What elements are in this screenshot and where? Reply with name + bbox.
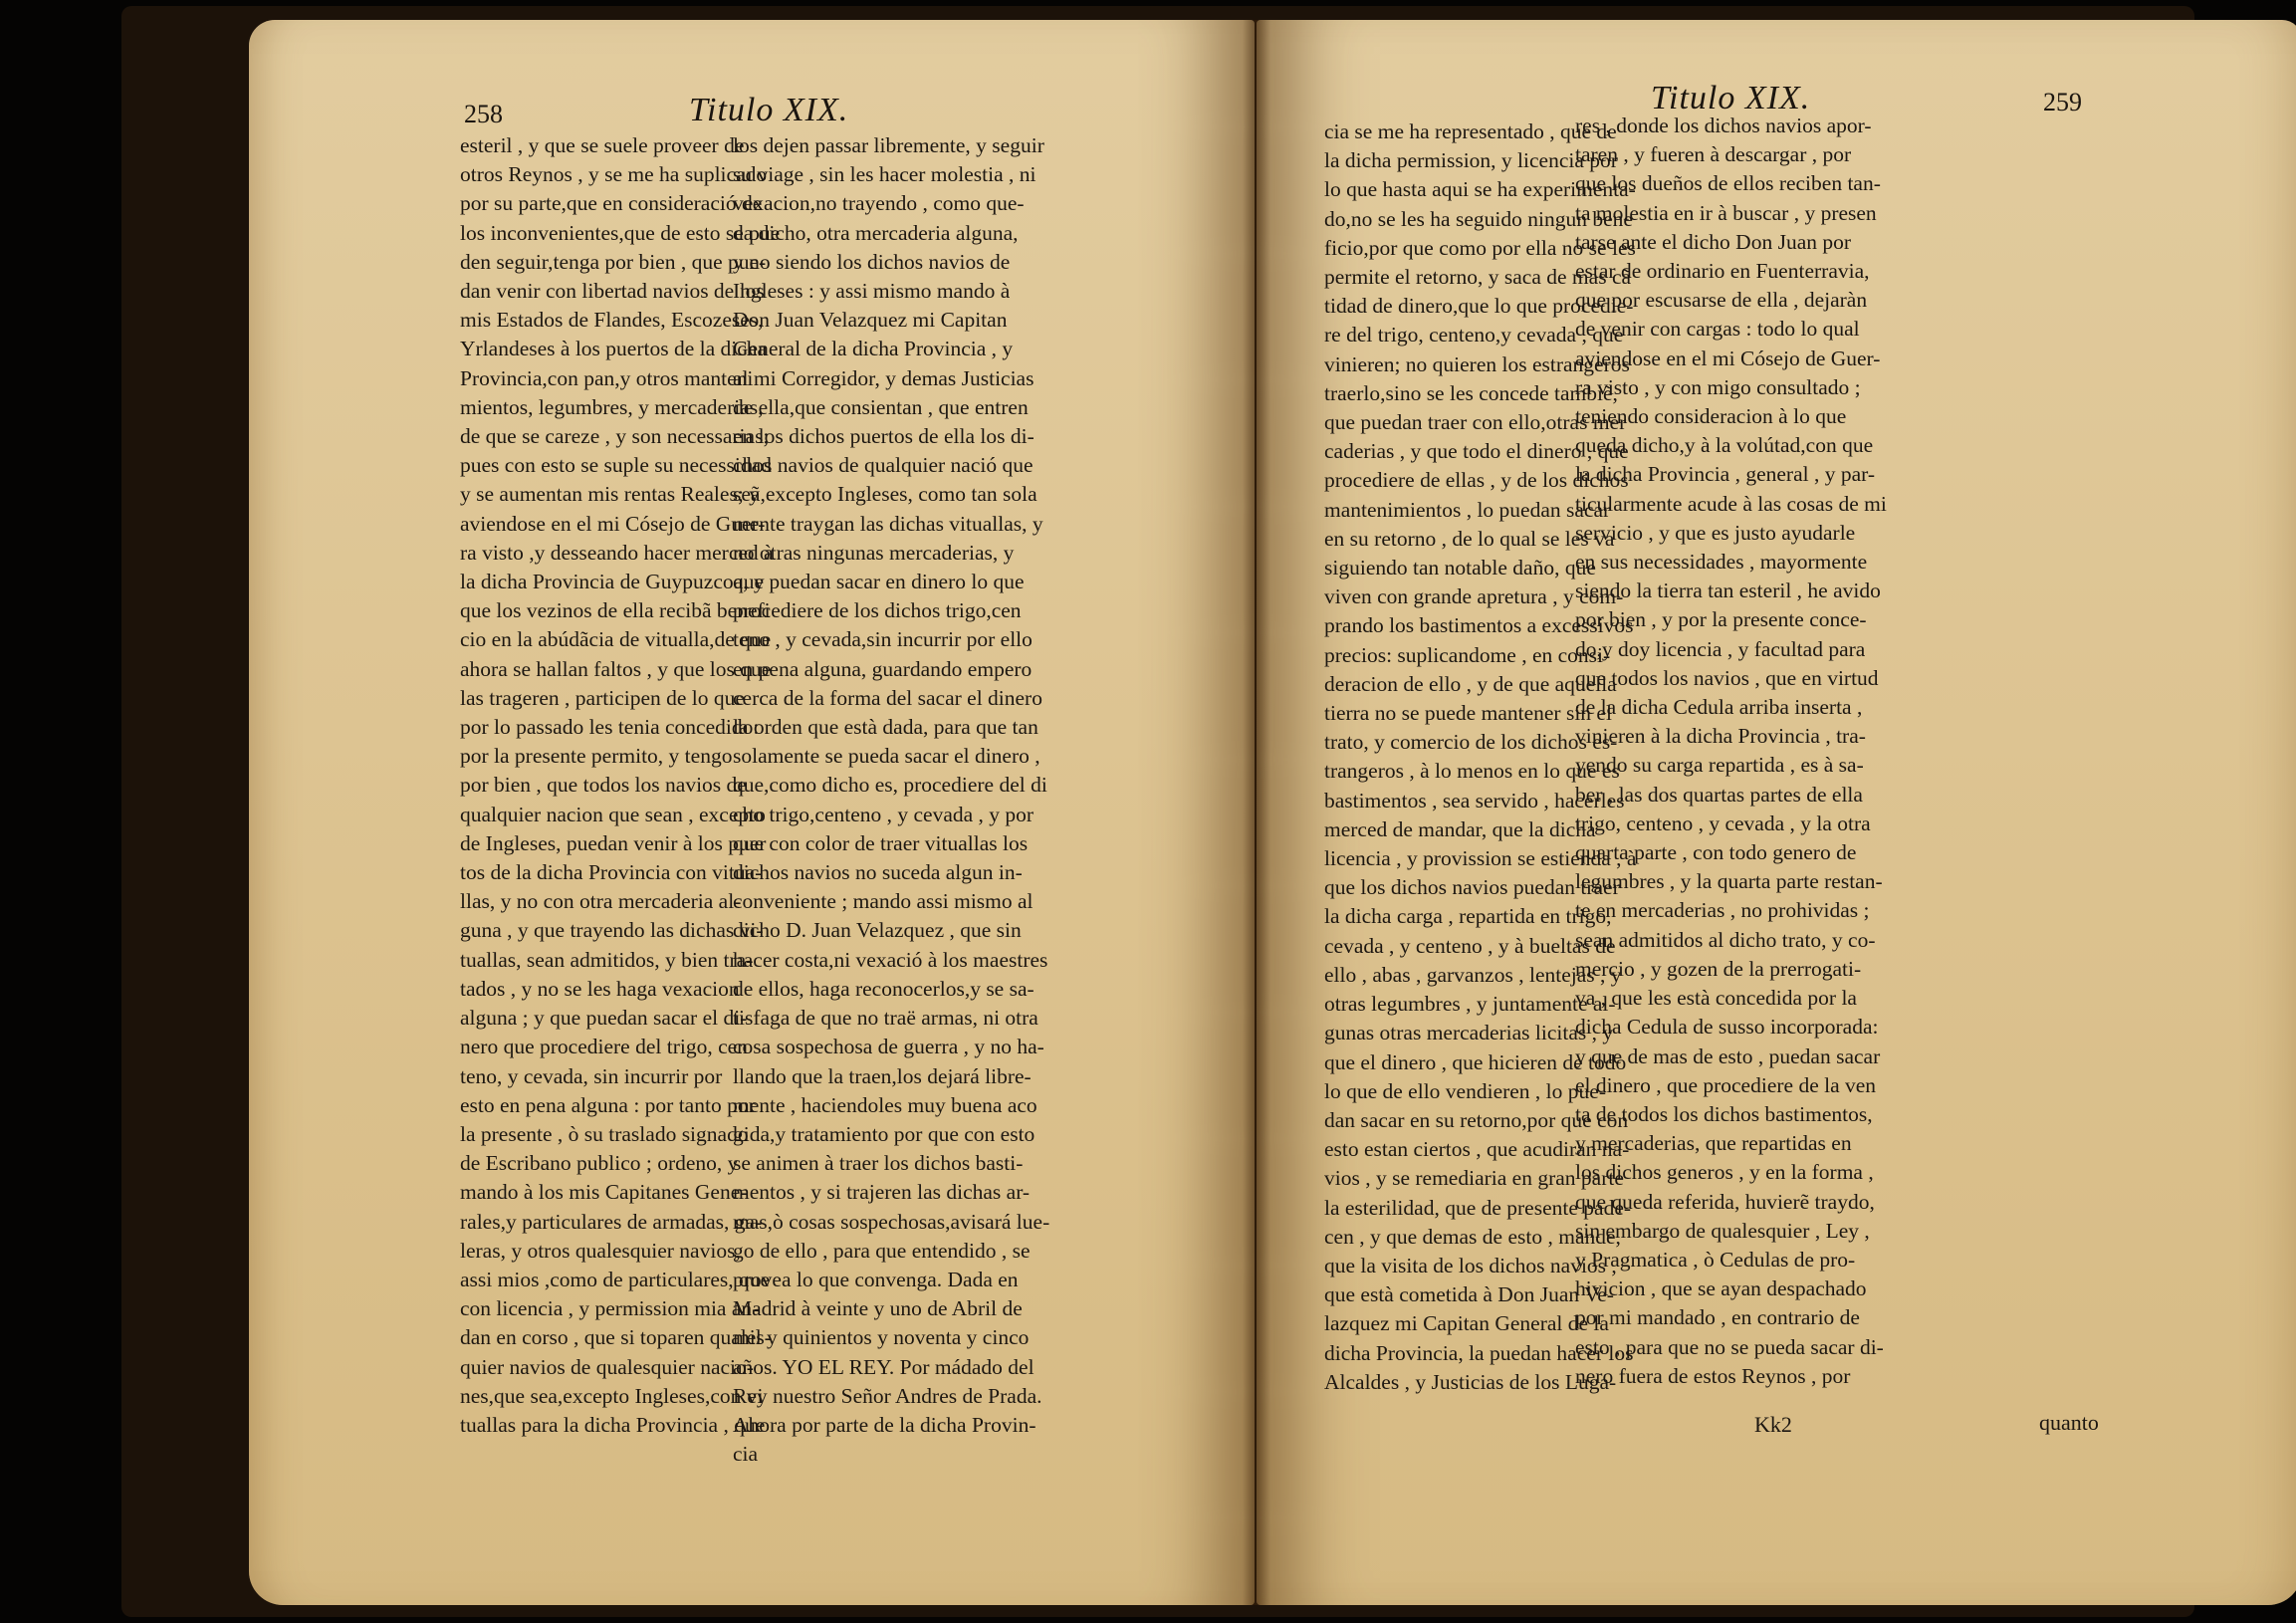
text-line: mente traygan las dichas vituallas, y <box>733 511 1043 536</box>
text-line: vinieren à la dicha Provincia , tra- <box>1575 724 1866 749</box>
text-line: en pena alguna, guardando empero <box>733 656 1033 681</box>
text-line: dichos navios no suceda algun in- <box>733 860 1023 885</box>
text-line: ta de todos los dichos bastimentos, <box>1575 1101 1873 1126</box>
text-line: aviendose en el mi Cósejo de Guer- <box>1575 346 1881 370</box>
text-line: que los vezinos de ella recibã benefi <box>460 598 771 623</box>
text-line: sin embargo de qualesquier , Ley , <box>1575 1218 1870 1243</box>
text-line: y no siendo los dichos navios de <box>733 249 1011 274</box>
text-line: leras, y otros qualesquier navios, <box>460 1238 741 1263</box>
text-line: da dicho, otra mercaderia alguna, <box>733 220 1019 245</box>
text-line: tos de la dicha Provincia con vitua- <box>460 860 763 885</box>
text-line: re del trigo, centeno,y cevada , que <box>1324 323 1624 348</box>
text-line: prando los bastimentos a excessivos <box>1324 613 1634 638</box>
text-line: llas, y no con otra mercaderia al- <box>460 889 742 914</box>
gutter-shadow <box>1243 20 1270 1605</box>
text-line: procediere de ellas , y de los dichos <box>1324 468 1629 493</box>
text-line: esteril , y que se suele proveer de <box>460 133 745 157</box>
text-line: rales,y particulares de armadas, ga- <box>460 1209 763 1234</box>
text-line: provea lo que convenga. Dada en <box>733 1267 1019 1291</box>
text-line: otros Reynos , y se me ha suplicado <box>460 162 768 187</box>
text-line: no otras ningunas mercaderias, y <box>733 540 1015 565</box>
text-line: que puedan sacar en dinero lo que <box>733 570 1025 594</box>
text-line: por lo passado les tenia concedido: <box>460 715 760 740</box>
text-line: mis Estados de Flandes, Escozeses, <box>460 308 764 333</box>
text-line: Ingleses : y assi mismo mando à <box>733 279 1011 304</box>
text-line: go de ello , para que entendido , se <box>733 1238 1031 1263</box>
text-line: res , donde los dichos navios apor- <box>1575 114 1872 137</box>
text-line: solamente se pueda sacar el dinero , <box>733 744 1040 769</box>
text-line: trigo, centeno , y cevada , y la otra <box>1575 811 1871 835</box>
text-line: de que se careze , y son necessarias; <box>460 424 770 449</box>
text-line: dan venir con libertad navios de los <box>460 279 765 304</box>
text-line: por bien , y por la presente conce- <box>1575 607 1867 632</box>
text-line: chos navios de qualquier nació que <box>733 453 1033 478</box>
text-line: procediere de los dichos trigo,cen <box>733 598 1022 623</box>
text-line: tarse ante el dicho Don Juan por <box>1575 229 1852 254</box>
text-line: hivicion , que se ayan despachado <box>1575 1276 1867 1301</box>
text-line: servicio , y que es justo ayudarle <box>1575 520 1856 545</box>
text-line: otras legumbres , y juntamente al- <box>1324 992 1616 1017</box>
text-line: viven con grande apretura , y com- <box>1324 584 1624 609</box>
text-line: mentos , y si trajeren las dichas ar- <box>733 1180 1031 1205</box>
text-line: trato, y comercio de los dichos es- <box>1324 730 1618 755</box>
text-line: te en mercaderias , no prohividas ; <box>1575 898 1870 923</box>
text-line: de venir con cargas : todo lo qual <box>1575 317 1860 342</box>
text-line: mantenimientos , lo puedan sacar <box>1324 497 1611 522</box>
text-line: hacer costa,ni vexació à los maestres <box>733 947 1048 972</box>
text-line: quier navios de qualesquier nacio- <box>460 1354 754 1379</box>
text-line: Don Juan Velazquez mi Capitan <box>733 308 1008 333</box>
text-line: sean admitidos al dicho trato, y co- <box>1575 927 1876 952</box>
text-line: tierra no se puede mantener sin el <box>1324 701 1612 726</box>
text-line: dan en corso , que si toparen quales- <box>460 1325 772 1350</box>
text-line: seã,excepto Ingleses, como tan sola <box>733 482 1037 507</box>
left-page <box>249 20 1255 1605</box>
text-line: precios: suplicandome , en consi- <box>1324 642 1611 667</box>
text-line: mente , haciendoles muy buena aco <box>733 1092 1037 1117</box>
text-line: la dicha permission, y licencia por <box>1324 148 1618 173</box>
text-line: cosa sospechosa de guerra , y no ha- <box>733 1035 1044 1059</box>
text-line: con licencia , y permission mia an- <box>460 1296 760 1321</box>
text-line: lazquez mi Capitan General de la <box>1324 1311 1609 1336</box>
text-line: los dejen passar libremente, y seguir <box>733 133 1044 157</box>
text-line: los dichos generos , y en la forma , <box>1575 1160 1874 1185</box>
text-line: que por escusarse de ella , dejaràn <box>1575 288 1868 313</box>
text-line: Madrid à veinte y uno de Abril de <box>733 1296 1023 1321</box>
text-line: den seguir,tenga por bien , que pue- <box>460 249 767 274</box>
text-line: licencia , y provission se estienda , à <box>1324 846 1637 871</box>
text-line: y que de mas de esto , puedan sacar <box>1575 1043 1881 1068</box>
text-line: mas,ò cosas sospechosas,avisará lue- <box>733 1209 1050 1234</box>
text-line: Ahora por parte de la dicha Provin- <box>733 1412 1036 1437</box>
text-line: cevada , y centeno , y à bueltas de <box>1324 933 1616 958</box>
text-line: tados , y no se les haga vexacion <box>460 976 740 1001</box>
text-line: que queda referida, huvierẽ traydo, <box>1575 1189 1875 1214</box>
text-line: cia se me ha representado , que de <box>1324 119 1617 143</box>
text-line: teno, y cevada, sin incurrir por <box>460 1063 723 1088</box>
text-line: traerlo,sino se les concede tambiẽ, <box>1324 380 1618 405</box>
text-line: dicha Cedula de susso incorporada: <box>1575 1015 1879 1040</box>
text-line: permite el retorno, y saca de mas cã <box>1324 265 1632 290</box>
text-line: su viage , sin les hacer molestia , ni <box>733 162 1036 187</box>
text-line: por su parte,que en consideració de <box>460 191 763 216</box>
text-line: que està cometida à Don Juan Ve- <box>1324 1282 1614 1307</box>
text-line: que los dueños de ellos reciben tan- <box>1575 171 1881 196</box>
text-line: que todos los navios , que en virtud <box>1575 665 1879 690</box>
text-line: siguiendo tan notable daño, que <box>1324 556 1596 580</box>
text-line: guna , y que trayendo las dichas vi- <box>460 918 764 943</box>
catchword: quanto <box>2039 1410 2099 1435</box>
text-line: ber , las dos quartas partes de ella <box>1575 782 1863 807</box>
text-line: ta molestia en ir à buscar , y presen <box>1575 200 1877 225</box>
text-line: en sus necessidades , mayormente <box>1575 550 1868 575</box>
text-line: Provincia,con pan,y otros manteni <box>460 365 754 390</box>
text-line: cio en la abúdãcia de vitualla,de que <box>460 627 772 652</box>
text-line: nero que procediere del trigo, cen <box>460 1035 748 1059</box>
text-line: al mi Corregidor, y demas Justicias <box>733 365 1034 390</box>
text-line: deracion de ello , y de que aquella <box>1324 671 1617 696</box>
text-line: la dicha carga , repartida en trigo, <box>1324 904 1612 929</box>
text-line: trangeros , à lo menos en lo que es <box>1324 759 1620 784</box>
text-line: ra visto ,y desseando hacer merced à <box>460 540 774 565</box>
text-line: dan sacar en su retorno,por que con <box>1324 1107 1629 1132</box>
signature-mark: Kk2 <box>1754 1412 1792 1437</box>
text-line: esto , para que no se pueda sacar di- <box>1575 1334 1884 1359</box>
text-line: aviendose en el mi Cósejo de Guer- <box>460 511 766 536</box>
text-line: ra visto , y con migo consultado ; <box>1575 374 1861 399</box>
text-line: por mi mandado , en contrario de <box>1575 1305 1860 1330</box>
text-line: de ella,que consientan , que entren <box>733 394 1029 419</box>
text-line: en los dichos puertos de ella los di- <box>733 424 1034 449</box>
text-line: por la presente permito, y tengo <box>460 744 733 769</box>
text-line: dicha Provincia, la puedan hacer los <box>1324 1340 1634 1365</box>
text-line: General de la dicha Provincia , y <box>733 337 1014 361</box>
text-line: de Ingleses, puedan venir à los puer <box>460 830 767 855</box>
text-line: bastimentos , sea servido , hacerles <box>1324 788 1625 812</box>
page-number: 258 <box>464 100 503 128</box>
text-line: la dicha Provincia , general , y par- <box>1575 462 1876 487</box>
text-line: lo que hasta aqui se ha experimenta- <box>1324 177 1636 202</box>
text-line: y Pragmatica , ò Cedulas de pro- <box>1575 1247 1856 1272</box>
text-line: estar de ordinario en Fuenterravia, <box>1575 259 1870 284</box>
text-line: las trageren , participen de lo que <box>460 685 745 710</box>
text-line: que,como dicho es, procediere del di <box>733 773 1047 798</box>
text-line: mil y quinientos y noventa y cinco <box>733 1325 1030 1350</box>
text-line: assi mios ,como de particulares, que <box>460 1267 771 1291</box>
text-line: en su retorno , de lo qual se les va <box>1324 526 1615 551</box>
text-column-2 <box>733 131 1049 1469</box>
text-line: nero fuera de estos Reynos , por <box>1575 1363 1851 1388</box>
text-line: de Escribano publico ; ordeno, y <box>460 1151 739 1176</box>
text-line: cho trigo,centeno , y cevada , y por <box>733 802 1034 826</box>
text-line: teno , y cevada,sin incurrir por ello <box>733 627 1033 652</box>
text-line: queda dicho,y à la volútad,con que <box>1575 433 1874 458</box>
text-line: vinieren; no quieren los estrangeros <box>1324 351 1630 376</box>
text-line: años. YO EL REY. Por mádado del <box>733 1354 1034 1379</box>
text-line: gida,y tratamiento por que con esto <box>733 1121 1035 1146</box>
running-title: Titulo XIX. <box>1651 80 1811 116</box>
text-line: teniendo consideracion à lo que <box>1575 404 1847 429</box>
text-line: mercio , y gozen de la prerrogati- <box>1575 956 1862 981</box>
text-line: ahora se hallan faltos , y que los que <box>460 656 772 681</box>
text-line: qualquier nacion que sean , excepto <box>460 802 766 826</box>
text-line: cen , y que demas de esto , mande, <box>1324 1224 1621 1249</box>
text-line: alguna ; y que puedan sacar el di- <box>460 1006 748 1031</box>
text-line: la esterilidad, que de presente pade- <box>1324 1195 1632 1220</box>
text-line: y se aumentan mis rentas Reales; y <box>460 482 760 507</box>
text-line: y mercaderias, que repartidas en <box>1575 1131 1852 1156</box>
text-line: merced de mandar, que la dicha <box>1324 816 1596 841</box>
text-line: vexacion,no trayendo , como que- <box>733 191 1025 216</box>
text-line: lo que de ello vendieren , lo pue- <box>1324 1078 1606 1103</box>
text-line: Rey nuestro Señor Andres de Prada. <box>733 1383 1042 1408</box>
text-line: dicho D. Juan Velazquez , que sin <box>733 918 1022 943</box>
text-line: nes,que sea,excepto Ingleses,con vi <box>460 1383 764 1408</box>
text-line: quarta parte , con todo genero de <box>1575 840 1857 865</box>
text-column-2 <box>1575 112 1887 1391</box>
text-line: la orden que està dada, para que tan <box>733 715 1038 740</box>
text-line: caderias , y que todo el dinero , que <box>1324 439 1629 464</box>
text-line: el dinero , que procediere de la ven <box>1575 1072 1877 1097</box>
text-line: yendo su carga repartida , es à sa- <box>1575 753 1864 778</box>
text-line: do,no se les ha seguido ningun bene <box>1324 206 1633 231</box>
right-page <box>1257 20 2296 1605</box>
text-line: que con color de traer vituallas los <box>733 830 1029 855</box>
text-line: los inconvenientes,que de esto se pue <box>460 220 781 245</box>
text-line: Yrlandeses à los puertos de la dicha <box>460 337 768 361</box>
text-line: esto estan ciertos , que acudiran na- <box>1324 1137 1630 1162</box>
text-line: llando que la traen,los dejará libre- <box>733 1063 1032 1088</box>
open-book <box>121 6 2194 1617</box>
text-line: taren , y fueren à descargar , por <box>1575 142 1852 167</box>
text-line: Alcaldes , y Justicias de los Luga- <box>1324 1369 1617 1394</box>
text-line: mando à los mis Capitanes Gene- <box>460 1180 748 1205</box>
text-line: que el dinero , que hicieren de todo <box>1324 1049 1627 1074</box>
page-number: 259 <box>2043 88 2082 116</box>
text-line: pues con esto se suple su necessidad <box>460 453 772 478</box>
text-line: de la dicha Cedula arriba inserta , <box>1575 695 1863 720</box>
text-line: va , que les està concedida por la <box>1575 986 1857 1011</box>
text-line: siendo la tierra tan esteril , he avido <box>1575 579 1881 603</box>
text-line: tidad de dinero,que lo que procedie- <box>1324 294 1634 319</box>
text-line: vios , y se remediaria en gran parte <box>1324 1166 1624 1191</box>
text-line: por bien , que todos los navios de <box>460 773 747 798</box>
running-title: Titulo XIX. <box>689 92 849 128</box>
text-line: que la visita de los dichos navios , <box>1324 1253 1617 1277</box>
text-line: cia <box>733 1442 759 1467</box>
text-line: de ellos, haga reconocerlos,y se sa- <box>733 976 1034 1001</box>
text-line: la presente , ò su traslado signado <box>460 1121 749 1146</box>
text-line: ello , abas , garvanzos , lentejas , y <box>1324 962 1622 987</box>
text-line: tisfaga de que no traë armas, ni otra <box>733 1006 1038 1031</box>
text-line: tuallas para la dicha Provincia , que <box>460 1412 766 1437</box>
text-line: mientos, legumbres, y mercaderias, <box>460 394 764 419</box>
text-line: ficio,por que como por ella no se les <box>1324 235 1636 260</box>
text-line: se animen à traer los dichos basti- <box>733 1151 1024 1176</box>
text-line: conveniente ; mando assi mismo al <box>733 889 1033 914</box>
text-line: legumbres , y la quarta parte restan- <box>1575 869 1883 894</box>
text-line: cerca de la forma del sacar el dinero <box>733 685 1042 710</box>
text-line: la dicha Provincia de Guypuzcoa, y <box>460 570 765 594</box>
text-line: gunas otras mercaderias licitas , y <box>1324 1021 1614 1045</box>
text-line: do,y doy licencia , y facultad para <box>1575 636 1866 661</box>
text-line: que puedan traer con ello,otras mer <box>1324 410 1627 435</box>
text-line: ticularmente acude à las cosas de mi <box>1575 491 1887 516</box>
text-line: tuallas, sean admitidos, y bien tra- <box>460 947 754 972</box>
text-line: que los dichos navios puedan traer <box>1324 875 1620 900</box>
text-line: esto en pena alguna : por tanto por <box>460 1092 756 1117</box>
